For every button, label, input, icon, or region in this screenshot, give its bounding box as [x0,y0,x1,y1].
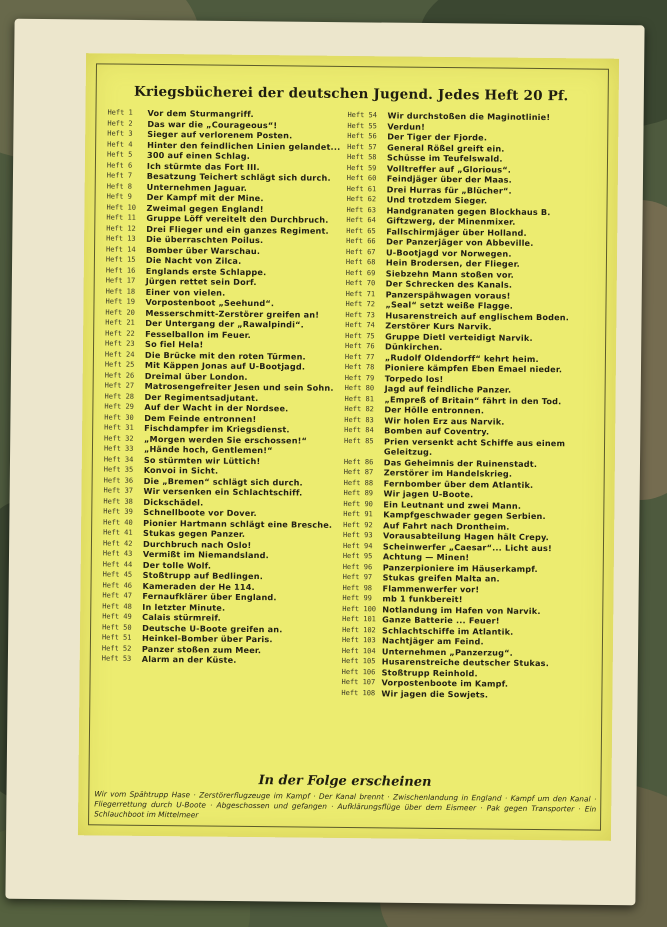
issue-title: Vorausabteilung Hagen hält Crepy. [383,530,550,543]
issue-title: Bomber über Warschau. [146,244,261,256]
issue-title: Zerstörer im Handelskrieg. [383,467,513,479]
issue-number: Heft 18 [105,286,136,296]
issue-title: Jürgen rettet sein Dorf. [145,275,257,288]
issue-title: Schnellboote vor Dover. [143,506,257,519]
issue-number: Heft 14 [106,244,136,254]
issue-title: Panzerpioniere im Häuserkampf. [382,561,538,574]
issue-title: Schlachtschiffe im Atlantik. [382,624,514,637]
issue-title: Der Tiger der Fjorde. [387,131,488,143]
issue-title: Englands erste Schlappe. [145,265,267,277]
issue-number: Heft 69 [345,268,376,277]
issue-number: Heft 43 [102,549,133,558]
issue-title: Dreimal über London. [144,370,248,382]
issue-title: Husarenstreiche deutscher Stukas. [381,656,550,669]
issue-title: Einer von vielen. [145,286,226,298]
issue-title: Unternehmen Jaguar. [146,181,248,193]
issue-number: Heft 82 [344,404,374,414]
issue-number: Heft 108 [341,688,376,697]
issue-number: Heft 32 [104,433,134,443]
issue-number: Heft 77 [344,352,375,361]
issue-number: Heft 104 [341,646,376,655]
issue-number: Heft 80 [344,383,375,393]
issue-title: Pionier Hartmann schlägt eine Bresche. [143,517,333,530]
issue-number: Heft 46 [102,580,133,590]
issue-number: Heft 73 [345,310,375,319]
issue-number: Heft 67 [346,247,376,256]
issue-number: Heft 36 [103,475,134,485]
issue-number: Heft 96 [342,562,373,571]
issue-number: Heft 91 [343,509,373,519]
issue-title: Dem Feinde entronnen! [144,412,257,424]
issue-title: Fernaufklärer über England. [142,590,277,603]
issue-title: Dickschädel. [143,496,204,507]
issue-title: Kameraden der He 114. [142,580,255,592]
yellow-cover-panel [78,53,619,841]
issue-title: Stoßtrupp auf Bedlingen. [142,569,264,582]
issue-title: Die Brücke mit den roten Türmen. [144,349,306,362]
issue-title: Wir jagen U-Boote. [383,488,474,500]
issue-number: Heft 58 [346,152,377,162]
issue-number: Heft 44 [102,559,133,569]
issue-title: Der Untergang der „Rawalpindi“. [145,317,304,330]
issue-number: Heft 38 [103,496,133,506]
issue-number: Heft 89 [343,488,374,498]
issue-number: Heft 24 [104,349,135,359]
issue-title: Konvoi in Sicht. [143,464,219,476]
issue-title: „Hände hoch, Gentlemen!“ [143,443,273,456]
issue-title: U-Bootjagd vor Norwegen. [385,246,512,259]
issue-title: Unternehmen „Panzerzug“. [381,645,514,658]
issue-title: Calais stürmreif. [142,611,221,623]
issue-title: Wir jagen die Sowjets. [381,687,489,699]
issue-number: Heft 93 [343,530,373,540]
issue-title: Der Panzerjäger von Abbeville. [386,236,534,248]
issue-title: Prien versenkt acht Schiffe aus einem Geleitzug. [383,435,566,457]
issue-title: Alarm an der Küste. [141,653,237,665]
issue-title: Panzer stoßen zum Meer. [141,643,262,655]
issue-title: Ein Leutnant und zwei Mann. [383,498,522,511]
issue-number: Heft 17 [105,276,136,285]
issue-number: Heft 88 [343,478,374,487]
issue-title: Giftzwerg, der Minenmixer. [386,215,516,227]
issue-number: Heft 10 [106,202,137,212]
issue-number: Heft 25 [104,360,135,369]
issue-title: Siebzehn Mann stoßen vor. [385,267,515,280]
issue-title: Der Hölle entronnen. [384,404,485,416]
issue-number: Heft 94 [342,541,373,550]
issue-number: Heft 102 [342,625,376,634]
issue-title: Volltreffer auf „Glorious“. [386,162,512,175]
issue-number: Heft 22 [105,328,135,338]
issue-title: Feindjäger über der Maas. [386,173,513,185]
issue-number: Heft 35 [103,465,134,474]
issue-title: Zerstörer Kurs Narvik. [385,320,492,332]
issue-title: Heinkel-Bomber über Paris. [141,632,273,645]
issue-number: Heft 31 [104,423,134,432]
issue-title: Vermißt im Niemandsland. [142,548,269,561]
issue-number: Heft 63 [346,205,377,214]
issue-number: Heft 83 [344,415,374,424]
issue-number: Heft 84 [344,425,374,435]
issue-title: Durchbruch nach Oslo! [142,538,252,550]
issue-title: Stukas gegen Panzer. [143,527,246,539]
issue-title: Hein Brodersen, der Flieger. [385,257,521,269]
issue-number: Heft 97 [342,572,373,582]
issue-title: Schüsse im Teufelswald. [386,152,503,164]
issue-title: Nachtjäger am Feind. [381,635,484,647]
issue-title: Flammenwerfer vor! [382,582,480,594]
issue-number: Heft 62 [346,194,377,204]
upcoming-list: Wir vom Spähtrupp Hase · Zerstörerflugzeuge im Kampf · Der Kanal brennt · Zwischenlandung in England · Kampf um den Kanal · Fliegerrettung durch U-Boote · Abgeschossen und gefangen · Aufklärungsflüge über dem Eismeer · Pak gegen Transporter · Ein Schlauchboot im Mittelmeer [94,789,597,820]
issue-number: Heft 99 [342,593,372,603]
issue-number: Heft 78 [344,362,375,372]
issue-list-left [102,107,354,666]
issue-number: Heft 105 [341,656,376,666]
issue-number: Heft 53 [101,654,132,663]
issue-number: Heft 30 [104,412,134,422]
issue-number: Heft 47 [102,591,132,600]
issue-number: Heft 71 [345,289,376,298]
series-title: Kriegsbücherei der deutschen Jugend. Jedes Heft 20 Pf. [133,83,569,105]
issue-title: Der Schrecken des Kanals. [385,278,513,290]
issue-title: Dünkirchen. [385,341,443,352]
issue-title: Panzerspähwagen voraus! [385,288,511,301]
issue-title: Die überraschten Poilus. [146,233,264,246]
issue-title: Besatzung Teichert schlägt sich durch. [146,170,331,183]
issue-number: Heft 95 [342,551,373,561]
issue-number: Heft 8 [106,181,133,191]
issue-number: Heft 81 [344,394,375,403]
issue-title: Die „Bremen“ schlägt sich durch. [143,475,303,488]
issue-number: Heft 1 [107,108,133,117]
issue-title: Gruppe Dietl verteidigt Narvik. [385,330,533,343]
issue-title: Husarenstreich auf englischem Boden. [385,309,570,322]
issue-number: Heft 90 [343,499,373,508]
issue-title: Gruppe Löff vereitelt den Durchbruch. [146,212,329,225]
issue-title: Stoßtrupp Reinhold. [381,666,478,678]
issue-number: Heft 28 [104,391,135,401]
issue-number: Heft 65 [346,226,376,235]
issue-number: Heft 4 [107,139,133,149]
issue-number: Heft 27 [104,381,135,390]
issue-title: Fesselballon im Feuer. [145,328,252,340]
issue-title: Fischdampfer im Kriegsdienst. [144,422,290,435]
issue-title: „Rudolf Oldendorff“ kehrt heim. [384,351,539,364]
issue-number: Heft 41 [103,528,133,537]
issue-title: Notlandung im Hafen von Narvik. [382,603,541,616]
issue-number: Heft 98 [342,583,373,592]
issue-number: Heft 13 [106,234,136,243]
issue-number: Heft 23 [105,339,135,348]
issue-number: Heft 2 [107,118,133,128]
issue-title: Das Geheimnis der Ruinenstadt. [383,456,538,469]
issue-number: Heft 100 [342,604,377,613]
issue-number: Heft 60 [346,173,377,183]
issue-title: Kampfgeschwader gegen Serbien. [383,509,546,522]
issue-title: In letzter Minute. [142,601,226,613]
issue-number: Heft 59 [346,163,377,172]
issue-title: Sieger auf verlorenem Posten. [147,128,293,141]
issue-number: Heft 70 [345,278,376,288]
issue-title: Drei Hurras für „Blücher“. [386,183,512,196]
issue-number: Heft 49 [102,612,132,621]
issue-title: Der Regimentsadjutant. [144,391,259,403]
issue-title: Und trotzdem Sieger. [386,194,488,206]
issue-number: Heft 11 [106,213,136,222]
issue-title: Messerschmitt-Zerstörer greifen an! [145,307,320,320]
issue-number: Heft 6 [106,160,133,170]
issue-number: Heft 12 [106,223,136,233]
issue-title: Handgranaten gegen Blockhaus B. [386,204,551,217]
issue-number: Heft 79 [344,373,375,382]
issue-list-right [341,110,597,701]
issue-number: Heft 15 [105,255,136,264]
issue-number: Heft 51 [101,633,132,642]
issue-title: Pioniere kämpfen Eben Emael nieder. [384,362,563,375]
issue-number: Heft 5 [107,150,133,159]
issue-number: Heft 92 [343,520,373,529]
issue-number: Heft 52 [101,643,132,653]
issue-number: Heft 33 [103,444,134,453]
issue-number: Heft 45 [102,570,133,579]
issue-number: Heft 19 [105,297,136,306]
issue-title: Jagd auf feindliche Panzer. [384,383,512,395]
issue-number: Heft 86 [343,457,374,466]
issue-title: Zweimal gegen England! [146,202,264,214]
issue-number: Heft 101 [342,614,376,624]
issue-number: Heft 37 [103,486,134,495]
issue-title: Wir holen Erz aus Narvik. [384,414,505,427]
issue-number: Heft 103 [341,635,376,645]
issue-title: Vorpostenboote im Kampf. [381,677,509,689]
issue-title: Scheinwerfer „Caesar“... Licht aus! [382,540,552,553]
issue-title: Fernbomber über dem Atlantik. [383,477,534,490]
issue-title: Vor dem Sturmangriff. [147,107,254,119]
issue-title: Achtung — Minen! [382,551,470,563]
issue-title: So stürmten wir Lüttich! [143,454,261,466]
issue-number: Heft 106 [341,667,376,676]
issue-title: Mit Käppen Jonas auf U-Bootjagd. [144,359,306,372]
issue-number: Heft 9 [106,192,132,201]
issue-number: Heft 42 [102,538,133,548]
issue-title: 300 auf einen Schlag. [146,149,251,161]
issue-number: Heft 7 [106,171,133,180]
issue-number: Heft 34 [103,454,134,464]
issue-title: So fiel Hela! [145,338,204,350]
issue-number: Heft 66 [346,236,376,246]
issue-title: Deutsche U-Boote greifen an. [142,622,283,634]
issue-title: Der tolle Wolf. [142,559,212,571]
issue-number: Heft 61 [346,184,377,193]
issue-title: Verdun! [387,120,426,132]
issue-title: Wir versenken ein Schlachtschiff. [143,485,303,498]
issue-number: Heft 57 [347,142,377,151]
issue-title: Hinter den feindlichen Linien gelandet... [147,139,341,152]
issue-number: Heft 107 [341,677,376,687]
issue-number: Heft 21 [105,318,135,327]
issue-title: Bomben auf Coventry. [384,425,490,437]
upcoming-heading: In der Folge erscheinen [258,773,432,790]
issue-number: Heft 85 [344,436,374,445]
issue-number: Heft 56 [347,131,377,141]
issue-number: Heft 48 [102,601,132,611]
issue-number: Heft 55 [347,121,377,130]
issue-number: Heft 16 [105,265,136,275]
issue-number: Heft 68 [345,257,376,267]
issue-title: Vorpostenboot „Seehund“. [145,296,275,309]
issue-number: Heft 72 [345,299,376,309]
issue-number: Heft 29 [104,402,134,411]
issue-number: Heft 3 [107,129,133,138]
issue-title: Ich stürmte das Fort III. [146,160,260,172]
issue-number: Heft 64 [346,215,376,225]
issue-title: „Morgen werden Sie erschossen!“ [144,433,308,446]
issue-title: Auf Fahrt nach Drontheim. [383,519,510,532]
issue-title: Ganze Batterie ... Feuer! [382,614,500,626]
issue-title: Matrosengefreiter Jesen und sein Sohn. [144,380,334,393]
issue-title: Das war die „Courageous“! [147,118,278,130]
issue-number: Heft 50 [102,622,132,632]
issue-title: Drei Flieger und ein ganzes Regiment. [146,223,329,236]
issue-number: Heft 39 [103,507,133,516]
issue-number: Heft 26 [104,370,135,380]
issue-title: „Empreß of Britain“ fährt in den Tod. [384,393,562,406]
issue-title: Auf der Wacht in der Nordsee. [144,401,289,414]
issue-title: „Seal“ setzt weiße Flagge. [385,299,514,311]
issue-title: Torpedo los! [384,372,444,384]
issue-title: mb 1 funkbereit! [382,593,463,605]
issue-number: Heft 40 [103,517,133,527]
issue-number: Heft 74 [345,320,375,330]
issue-number: Heft 87 [343,467,374,477]
issue-title: Stukas greifen Malta an. [382,572,500,584]
issue-title: Fallschirmjäger über Holland. [386,225,527,238]
issue-title: Die Nacht von Zilca. [145,254,242,266]
issue-title: General Rößel greift ein. [387,141,505,154]
issue-entry [344,435,594,459]
issue-title: Der Kampf mit der Mine. [146,191,264,204]
issue-number: Heft 75 [345,331,375,340]
issue-number: Heft 54 [347,110,378,120]
issue-title: Wir durchstoßen die Maginotlinie! [387,110,551,123]
issue-number: Heft 20 [105,307,135,317]
issue-number: Heft 76 [345,341,375,351]
